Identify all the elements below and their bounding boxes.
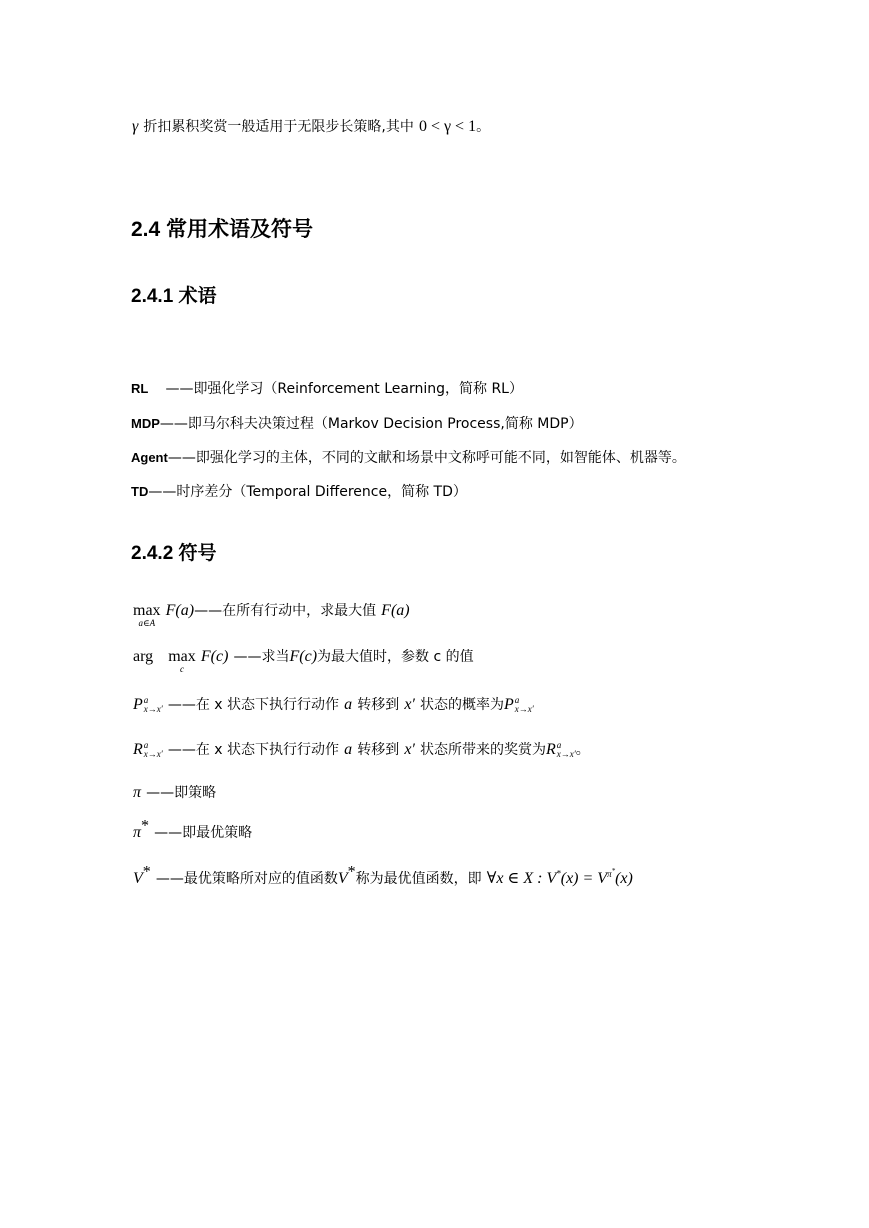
p-scripts: a x→x′ [143, 695, 163, 714]
term-label: Agent [131, 450, 168, 465]
r-symbol: R [133, 741, 143, 758]
symbols-heading: 2.4.2 符号 [131, 543, 217, 564]
symbol-r-line [133, 739, 590, 759]
section-heading: 2.4 常用术语及符号 [131, 218, 314, 241]
term-desc: ——即强化学习的主体，不同的文献和场景中文称呼可能不同，如智能体、机器等。 [167, 450, 686, 466]
v-star: * [142, 863, 151, 881]
p-action: a [344, 696, 353, 713]
arg-label: arg [133, 648, 154, 665]
term-item-td [131, 481, 467, 501]
pi-desc: ——即策略 [146, 785, 217, 801]
v-desc-1: ——最优策略所对应的值函数 [155, 871, 338, 887]
intro-end: 。 [476, 119, 491, 135]
argmax-expression: F(c) [200, 648, 229, 665]
max-expression-2: F(a) [381, 602, 410, 619]
term-label: MDP [131, 416, 160, 431]
p-symbol-2: P [504, 696, 514, 713]
pistar-desc: ——即最优策略 [154, 825, 253, 841]
v-star-2: * [347, 863, 356, 881]
argmax-desc-1: ——求当 [233, 649, 290, 665]
p-desc-3: 状态的概率为 [420, 697, 505, 713]
r-action: a [344, 741, 353, 758]
r-end: 。 [575, 742, 590, 758]
argmax-operator: max c [168, 648, 196, 674]
r-desc-1: ——在 x 状态下执行行动作 [167, 742, 340, 758]
max-expression: F(a) [165, 602, 195, 619]
argmax-subscript: c [180, 664, 184, 674]
max-operator: max a∈A [133, 602, 161, 628]
intro-line [132, 116, 490, 136]
intro-text: 折扣累积奖赏一般适用于无限步长策略,其中 [143, 119, 414, 135]
r-next-state: x′ [404, 741, 415, 758]
term-label: RL [131, 381, 149, 396]
terms-heading: 2.4.1 术语 [131, 286, 217, 307]
symbol-argmax-line [133, 646, 474, 674]
r-desc-2: 转移到 [357, 742, 400, 758]
p-desc-2: 转移到 [357, 697, 400, 713]
symbol-pistar-line [133, 817, 253, 842]
v-symbol-2: V [337, 870, 348, 887]
pi-symbol: π [133, 784, 142, 801]
argmax-desc-2: 为最大值时，参数 c 的值 [317, 649, 474, 665]
r-scripts-2: a x→x′ [556, 740, 576, 759]
max-desc: ——在所有行动中，求最大值 [194, 603, 377, 619]
pistar-symbol: π [133, 824, 142, 841]
v-formula: ∀x ∈ X : $V^*(x) = V^{\pi^*}(x)$ [486, 866, 633, 887]
p-desc-1: ——在 x 状态下执行行动作 [167, 697, 340, 713]
symbol-v-line [133, 863, 633, 888]
term-desc: ——时序差分（Temporal Difference，简称 TD） [148, 484, 467, 500]
p-next-state: x′ [404, 696, 415, 713]
term-desc: ——即强化学习（Reinforcement Learning，简称 RL） [165, 381, 523, 397]
gamma-inequality: 0 < γ < 1 [418, 118, 477, 135]
argmax-expression-2: F(c) [289, 648, 318, 665]
v-symbol: V [133, 870, 143, 887]
p-scripts-2: a x→x′ [514, 695, 534, 714]
symbol-max-line [133, 600, 410, 628]
gamma-symbol: γ [132, 118, 139, 135]
symbol-pi-line [133, 782, 216, 802]
v-desc-2: 称为最优值函数，即 [355, 871, 482, 887]
term-item-rl [131, 378, 523, 398]
max-subscript: a∈A [138, 618, 156, 628]
r-symbol-2: R [546, 741, 556, 758]
p-symbol: P [133, 696, 143, 713]
term-desc: ——即马尔科夫决策过程（Markov Decision Process,简称 MDP） [159, 416, 583, 432]
term-item-agent [131, 447, 686, 467]
term-item-mdp [131, 413, 583, 433]
symbol-p-line [133, 694, 534, 714]
r-desc-3: 状态所带来的奖赏为 [420, 742, 547, 758]
pistar-star: * [141, 817, 150, 835]
r-scripts: a x→x′ [143, 740, 163, 759]
term-label: TD [131, 484, 149, 499]
